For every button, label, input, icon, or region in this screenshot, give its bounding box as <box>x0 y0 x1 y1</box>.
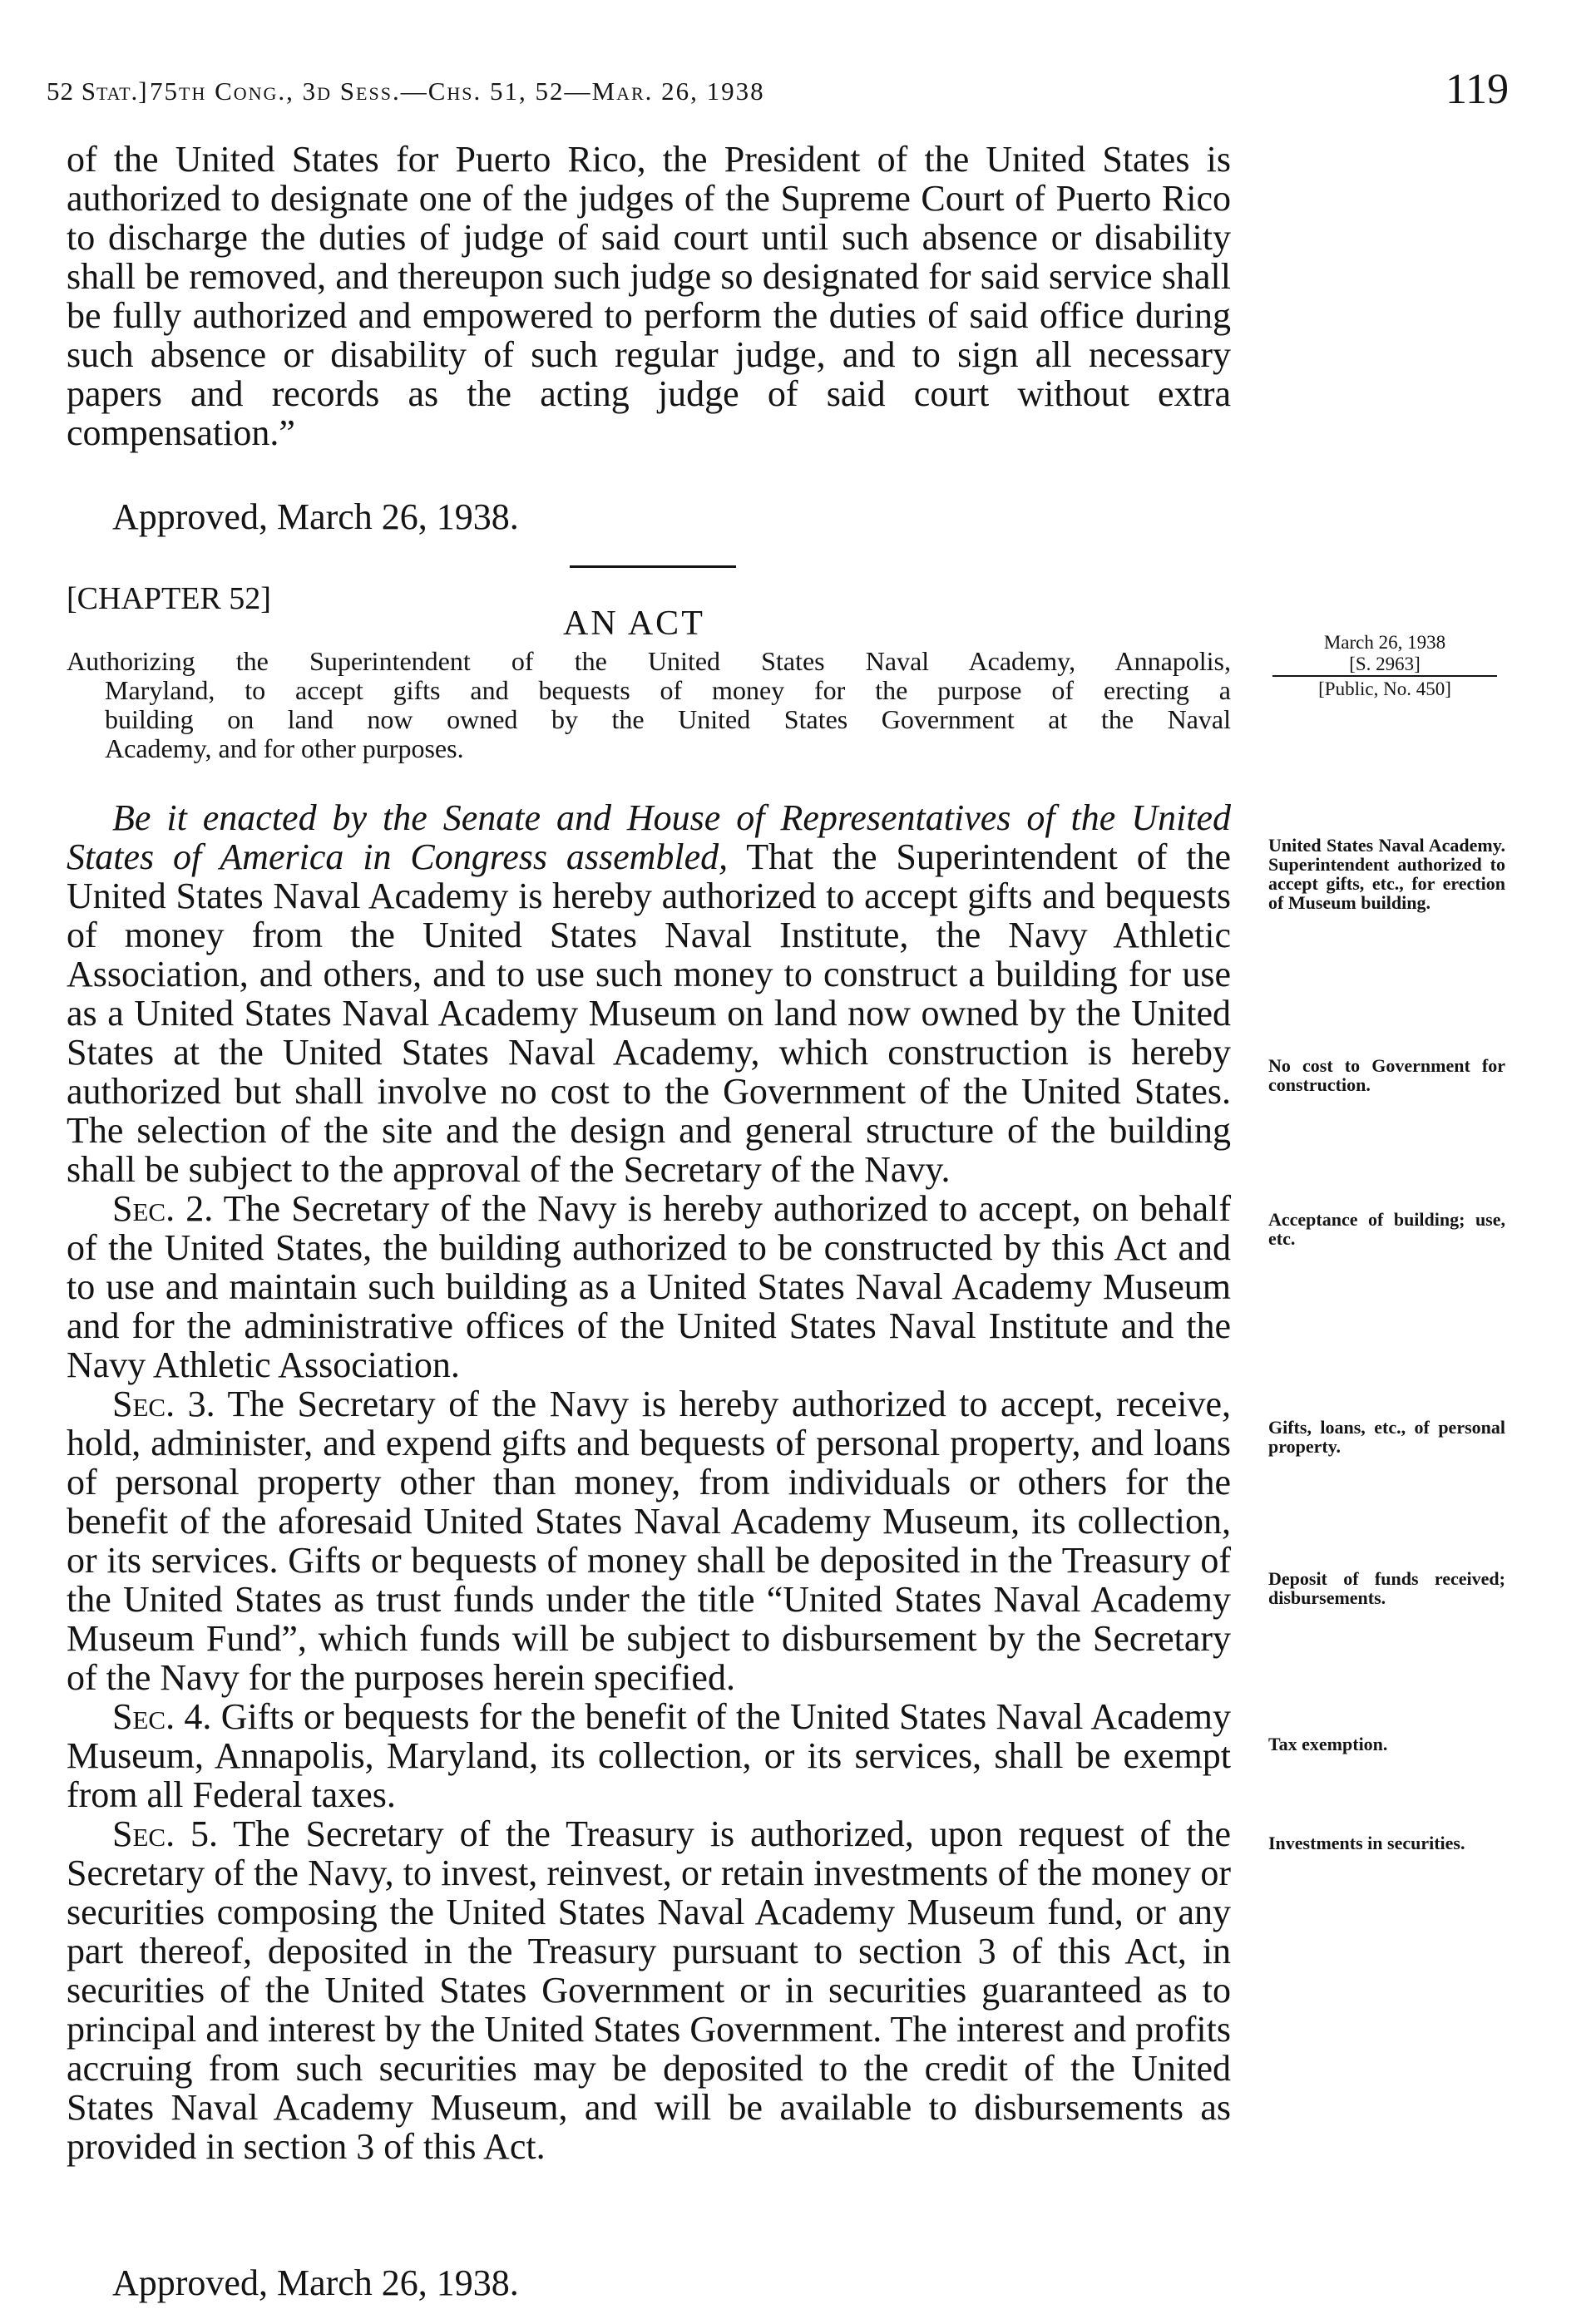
section-4-label: Sec. 4. <box>112 1696 212 1737</box>
act-title-line: Academy, and for other purposes. <box>105 733 464 763</box>
running-head-citation: 52 Stat.] <box>47 76 148 106</box>
section-5 <box>67 1814 1231 2166</box>
section-4-text: Gifts or bequests for the benefit of the United States Naval Academy Museum, Annapolis, Maryland, its collection, or its services, shall be exempt from all Federal taxes. <box>67 1696 1231 1815</box>
enacting-clause: Be it enacted by the Senate and House of Representatives of the United States of America in Congress assembled, <box>67 797 1231 877</box>
section-5-text: The Secretary of the Treasury is authorized, upon request of the Secretary of the Navy, to invest, reinvest, or retain investments of the money or securities composing the United States Naval Academy Museum fund, or any part thereof, deposited in the Treasury pursuant to section 3 of this Act, in securities of the United States Government or in securities guaranteed as to principal and interest by the United States Government. The interest and profits accruing from such securities may be deposited to the credit of the United States Naval Academy Museum, and will be available to disbursements as provided in section 3 of this Act. <box>67 1813 1232 2167</box>
section-3-label: Sec. 3. <box>112 1384 215 1424</box>
margin-note-tax: Tax exemption. <box>1268 1734 1388 1754</box>
act-title-line: building on land now owned by the United States Government at the Naval <box>105 704 1231 734</box>
section-3 <box>67 1384 1231 1697</box>
running-head <box>0 65 1596 115</box>
act-title-line: Maryland, to accept gifts and bequests of money for the purpose of erecting a <box>105 675 1231 705</box>
margin-note-investments: Investments in securities. <box>1268 1833 1465 1853</box>
section-1 <box>67 798 1231 1189</box>
section-2-text: The Secretary of the Navy is hereby authorized to accept, on behalf of the United States, the building authorized to be constructed by this Act and to use and maintain such building as a United States Naval Academy Museum and for the administrative offices of the United States Naval Institute and the Navy Athletic Association. <box>67 1188 1231 1385</box>
act-body <box>67 798 1231 2166</box>
chapter-label: [CHAPTER 52] <box>67 581 271 616</box>
chapter-separator-rule <box>570 565 736 568</box>
act-heading: AN ACT <box>563 604 705 643</box>
act-title <box>67 647 1231 763</box>
public-law-number: [Public, No. 450] <box>1318 678 1451 699</box>
section-3-text: The Secretary of the Navy is hereby authorized to accept, receive, hold, administer, and expend gifts and bequests of personal property, and loans of personal property other than money, from individuals or others for the benefit of the aforesaid United States Naval Academy Museum, its collection, or its services. Gifts or bequests of money shall be deposited in the Treasury of the United States as trust funds under the title “United States Naval Academy Museum Fund”, which funds will be subject to disbursement by the Secretary of the Navy for the purposes herein specified. <box>67 1384 1231 1698</box>
continued-section <box>67 140 1231 452</box>
act-date: March 26, 1938 <box>1323 632 1446 653</box>
margin-note-museum: United States Naval Academy. Superintendent authorized to accept gifts, etc., for erection of Museum building. <box>1268 835 1505 913</box>
continued-approved: Approved, March 26, 1938. <box>112 496 519 537</box>
continued-paragraph: of the United States for Puerto Rico, the President of the United States is authorized to designate one of the judges of the Supreme Court of Puerto Rico to discharge the duties of judge of said court until such absence or disability shall be removed, and thereupon such judge so designated for said service shall be fully authorized and empowered to perform the duties of said office during such absence or disability of such regular judge, and to sign all necessary papers and records as the acting judge of said court without extra compensation.” <box>67 139 1231 453</box>
section-2-label: Sec. 2. <box>112 1188 214 1229</box>
margin-note-acceptance: Acceptance of building; use, etc. <box>1268 1209 1505 1249</box>
senate-bill-number: [S. 2963] <box>1272 654 1497 677</box>
page-number: 119 <box>1445 66 1510 113</box>
running-head-session: 75th Cong., 3d Sess.—Chs. 51, 52—Mar. 26, 1938 <box>150 76 765 106</box>
section-5-label: Sec. 5. <box>112 1813 219 1854</box>
margin-note-deposit: Deposit of funds received; disbursements. <box>1268 1568 1505 1608</box>
act-date-block <box>1264 632 1505 700</box>
section-4 <box>67 1697 1231 1814</box>
section-2 <box>67 1189 1231 1384</box>
act-approved: Approved, March 26, 1938. <box>112 2262 519 2303</box>
act-title-line: Authorizing the Superintendent of the United States Naval Academy, Annapolis, <box>67 646 1231 676</box>
margin-note-gifts: Gifts, loans, etc., of personal property. <box>1268 1417 1505 1457</box>
section-1-text: That the Superintendent of the United States Naval Academy is hereby authorized to accept gifts and bequests of money from the United States Naval Institute, the Navy Athletic Association, and others, and to use such money to construct a building for use as a United States Naval Academy Museum on land now owned by the United States at the United States Naval Academy, which construction is hereby authorized but shall involve no cost to the Government of the United States. The selection of the site and the design and general structure of the building shall be subject to the approval of the Secretary of the Navy. <box>67 836 1231 1190</box>
margin-note-no-cost: No cost to Government for construction. <box>1268 1055 1505 1095</box>
